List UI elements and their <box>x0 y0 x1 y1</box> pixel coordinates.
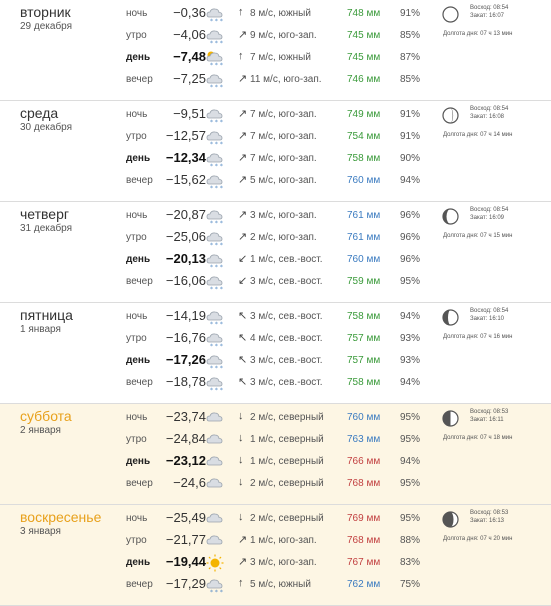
temperature: −0,36 <box>173 5 206 20</box>
cloud-snow-icon <box>205 273 225 291</box>
humidity: 96% <box>400 210 421 221</box>
humidity: 96% <box>400 232 421 243</box>
svg-text:* * *: * * * <box>210 387 223 392</box>
cloud-snow-icon <box>205 330 225 348</box>
moon-phase-icon <box>442 208 459 225</box>
period-label: день <box>126 355 151 366</box>
sunrise-time: Восход: 08:54 <box>470 5 509 11</box>
forecast-row <box>0 171 551 193</box>
day-length: Долгота дня: 07 ч 14 мин <box>443 132 513 138</box>
temperature: −25,49 <box>165 510 206 525</box>
humidity: 95% <box>400 513 421 524</box>
wind-direction-icon: ↓ <box>238 454 244 466</box>
period-label: утро <box>126 434 147 445</box>
day-date: 2 января <box>20 425 61 436</box>
pressure: 762 мм <box>347 579 381 590</box>
wind-direction-icon: ↗ <box>238 556 248 568</box>
cloud-snow-icon <box>205 251 225 269</box>
sunrise-time: Восход: 08:53 <box>470 409 509 415</box>
forecast-row <box>0 4 551 26</box>
pressure: 763 мм <box>347 434 381 445</box>
forecast-row <box>0 408 551 430</box>
forecast-row <box>0 575 551 597</box>
pressure: 768 мм <box>347 535 381 546</box>
svg-text:* * *: * * * <box>210 286 223 291</box>
wind-direction-icon: ↗ <box>238 209 248 221</box>
forecast-row <box>0 373 551 395</box>
temperature: −9,51 <box>173 106 206 121</box>
wind-direction-icon: ↗ <box>238 231 248 243</box>
wind-speed: 3 м/с, сев.-вост. <box>250 311 323 322</box>
wind-speed: 2 м/с, юго-зап. <box>250 232 317 243</box>
cloud-snow-icon <box>205 308 225 326</box>
wind-speed: 1 м/с, юго-зап. <box>250 535 317 546</box>
humidity: 88% <box>400 535 421 546</box>
wind-direction-icon: ↓ <box>238 511 244 523</box>
temperature: −25,06 <box>165 229 206 244</box>
wind-speed: 3 м/с, сев.-вост. <box>250 355 323 366</box>
forecast-row <box>0 452 551 474</box>
sunrise-time: Восход: 08:54 <box>470 106 509 112</box>
wind-direction-icon: ↑ <box>238 6 244 18</box>
wind-speed: 7 м/с, юго-зап. <box>250 131 317 142</box>
humidity: 95% <box>400 478 421 489</box>
temperature: −21,77 <box>165 532 206 547</box>
humidity: 90% <box>400 153 421 164</box>
period-label: ночь <box>126 8 148 19</box>
wind-direction-icon: ↓ <box>238 476 244 488</box>
cloud-snow-icon <box>205 374 225 392</box>
cloud-snow-icon <box>205 172 225 190</box>
cloud-snow-icon <box>205 229 225 247</box>
sunset-time: Закат: 16:10 <box>470 316 505 322</box>
humidity: 87% <box>400 52 421 63</box>
humidity: 83% <box>400 557 421 568</box>
period-label: ночь <box>126 210 148 221</box>
temperature: −20,13 <box>165 251 206 266</box>
pressure: 758 мм <box>347 153 381 164</box>
forecast-row <box>0 531 551 553</box>
pressure: 760 мм <box>347 175 381 186</box>
sunset-time: Закат: 16:07 <box>470 13 505 19</box>
forecast-row <box>0 329 551 351</box>
wind-direction-icon: ↓ <box>238 410 244 422</box>
period-label: утро <box>126 333 147 344</box>
day-length: Долгота дня: 07 ч 13 мин <box>443 31 513 37</box>
wind-speed: 9 м/с, юго-зап. <box>250 30 317 41</box>
svg-text:* * *: * * * <box>210 62 223 67</box>
forecast-row <box>0 48 551 70</box>
wind-speed: 2 м/с, северный <box>250 513 324 524</box>
sunset-time: Закат: 16:08 <box>470 114 505 120</box>
day-length: Долгота дня: 07 ч 16 мин <box>443 334 513 340</box>
forecast-row <box>0 272 551 294</box>
forecast-row <box>0 307 551 329</box>
pressure: 760 мм <box>347 412 381 423</box>
day-date: 29 декабря <box>20 21 73 32</box>
pressure: 745 мм <box>347 52 381 63</box>
forecast-row <box>0 430 551 452</box>
humidity: 91% <box>400 8 421 19</box>
pressure: 757 мм <box>347 355 381 366</box>
cloud-icon <box>205 510 225 528</box>
period-label: утро <box>126 232 147 243</box>
svg-text:* * *: * * * <box>210 220 223 225</box>
wind-direction-icon: ↗ <box>238 534 248 546</box>
period-label: утро <box>126 131 147 142</box>
temperature: −16,06 <box>165 273 206 288</box>
wind-speed: 3 м/с, юго-зап. <box>250 210 317 221</box>
day-name: суббота <box>20 408 72 424</box>
pressure: 767 мм <box>347 557 381 568</box>
sunset-time: Закат: 16:13 <box>470 518 505 524</box>
wind-speed: 1 м/с, северный <box>250 456 324 467</box>
period-label: день <box>126 153 151 164</box>
period-label: день <box>126 254 151 265</box>
temperature: −12,57 <box>165 128 206 143</box>
svg-text:* * *: * * * <box>210 163 223 168</box>
cloud-snow-icon <box>205 71 225 89</box>
period-label: ночь <box>126 513 148 524</box>
temperature: −23,12 <box>165 453 206 468</box>
period-label: утро <box>126 30 147 41</box>
svg-text:* * *: * * * <box>210 343 223 348</box>
period-label: вечер <box>126 175 153 186</box>
svg-text:* * *: * * * <box>210 321 223 326</box>
sun-times <box>470 206 508 222</box>
day-block <box>0 0 551 101</box>
wind-speed: 4 м/с, сев.-вост. <box>250 333 323 344</box>
wind-speed: 1 м/с, северный <box>250 434 324 445</box>
pressure: 758 мм <box>347 377 381 388</box>
humidity: 85% <box>400 30 421 41</box>
wind-direction-icon: ↑ <box>238 50 244 62</box>
cloud-snow-icon <box>205 5 225 23</box>
sunrise-time: Восход: 08:54 <box>470 207 509 213</box>
sunrise-time: Восход: 08:54 <box>470 308 509 314</box>
humidity: 94% <box>400 377 421 388</box>
sun-times <box>470 307 508 323</box>
pressure: 761 мм <box>347 210 381 221</box>
temperature: −17,29 <box>165 576 206 591</box>
cloud-icon <box>205 409 225 427</box>
pressure: 746 мм <box>347 74 381 85</box>
cloud-snow-icon <box>205 128 225 146</box>
forecast-row <box>0 553 551 575</box>
temperature: −19,44 <box>165 554 206 569</box>
pressure: 766 мм <box>347 456 381 467</box>
temperature: −24,6 <box>173 475 206 490</box>
cloud-snow-icon <box>205 207 225 225</box>
temperature: −4,06 <box>173 27 206 42</box>
wind-direction-icon: ↗ <box>238 152 248 164</box>
wind-speed: 3 м/с, сев.-вост. <box>250 377 323 388</box>
forecast-row <box>0 206 551 228</box>
pressure: 759 мм <box>347 276 381 287</box>
temperature: −7,48 <box>173 49 206 64</box>
partly-sunny-snow-icon <box>205 49 225 67</box>
temperature: −15,62 <box>165 172 206 187</box>
wind-speed: 2 м/с, северный <box>250 412 324 423</box>
day-block <box>0 202 551 303</box>
pressure: 749 мм <box>347 109 381 120</box>
cloud-icon <box>205 532 225 550</box>
day-length: Долгота дня: 07 ч 20 мин <box>443 536 513 542</box>
humidity: 94% <box>400 311 421 322</box>
humidity: 95% <box>400 276 421 287</box>
cloud-snow-icon <box>205 352 225 370</box>
humidity: 95% <box>400 412 421 423</box>
forecast-row <box>0 70 551 92</box>
pressure: 754 мм <box>347 131 381 142</box>
day-date: 1 января <box>20 324 61 335</box>
pressure: 745 мм <box>347 30 381 41</box>
day-length: Долгота дня: 07 ч 15 мин <box>443 233 513 239</box>
day-date: 3 января <box>20 526 61 537</box>
pressure: 769 мм <box>347 513 381 524</box>
humidity: 96% <box>400 254 421 265</box>
forecast-row <box>0 228 551 250</box>
forecast-row <box>0 351 551 373</box>
humidity: 91% <box>400 109 421 120</box>
day-date: 30 декабря <box>20 122 73 133</box>
forecast-row <box>0 509 551 531</box>
wind-direction-icon: ↓ <box>238 432 244 444</box>
period-label: ночь <box>126 109 148 120</box>
svg-text:* * *: * * * <box>210 18 223 23</box>
svg-text:* * *: * * * <box>210 119 223 124</box>
temperature: −18,78 <box>165 374 206 389</box>
wind-speed: 7 м/с, южный <box>250 52 311 63</box>
day-length: Долгота дня: 07 ч 18 мин <box>443 435 513 441</box>
svg-text:* * *: * * * <box>210 185 223 190</box>
svg-text:* * *: * * * <box>210 264 223 269</box>
period-label: утро <box>126 535 147 546</box>
sunset-time: Закат: 16:09 <box>470 215 505 221</box>
humidity: 93% <box>400 355 421 366</box>
wind-direction-icon: ↖ <box>238 376 248 388</box>
wind-direction-icon: ↗ <box>238 73 248 85</box>
svg-text:* * *: * * * <box>210 141 223 146</box>
period-label: вечер <box>126 478 153 489</box>
period-label: день <box>126 456 151 467</box>
svg-text:* * *: * * * <box>210 84 223 89</box>
wind-direction-icon: ↑ <box>238 577 244 589</box>
temperature: −23,74 <box>165 409 206 424</box>
cloud-snow-icon <box>205 150 225 168</box>
period-label: день <box>126 557 151 568</box>
cloud-snow-icon <box>205 27 225 45</box>
temperature: −20,87 <box>165 207 206 222</box>
temperature: −24,84 <box>165 431 206 446</box>
wind-direction-icon: ↖ <box>238 354 248 366</box>
forecast-row <box>0 149 551 171</box>
sunset-time: Закат: 16:11 <box>470 417 504 423</box>
pressure: 761 мм <box>347 232 381 243</box>
moon-phase-icon <box>442 6 459 23</box>
day-block <box>0 101 551 202</box>
period-label: ночь <box>126 311 148 322</box>
temperature: −16,76 <box>165 330 206 345</box>
period-label: вечер <box>126 74 153 85</box>
period-label: ночь <box>126 412 148 423</box>
humidity: 91% <box>400 131 421 142</box>
wind-speed: 7 м/с, юго-зап. <box>250 153 317 164</box>
forecast-row <box>0 26 551 48</box>
day-block <box>0 303 551 404</box>
forecast-row <box>0 474 551 496</box>
wind-speed: 3 м/с, сев.-вост. <box>250 276 323 287</box>
moon-phase-icon <box>442 511 459 528</box>
period-label: вечер <box>126 276 153 287</box>
moon-phase-icon <box>442 410 459 427</box>
wind-direction-icon: ↗ <box>238 108 248 120</box>
wind-speed: 11 м/с, юго-зап. <box>250 74 322 85</box>
moon-phase-icon <box>442 107 459 124</box>
temperature: −14,19 <box>165 308 206 323</box>
wind-direction-icon: ↖ <box>238 332 248 344</box>
wind-speed: 8 м/с, южный <box>250 8 311 19</box>
humidity: 95% <box>400 434 421 445</box>
humidity: 94% <box>400 175 421 186</box>
wind-speed: 1 м/с, сев.-вост. <box>250 254 323 265</box>
sun-times <box>470 105 508 121</box>
sun-times <box>470 408 508 424</box>
cloud-icon <box>205 475 225 493</box>
wind-speed: 2 м/с, северный <box>250 478 324 489</box>
wind-speed: 5 м/с, юго-зап. <box>250 175 317 186</box>
humidity: 85% <box>400 74 421 85</box>
wind-direction-icon: ↗ <box>238 174 248 186</box>
pressure: 757 мм <box>347 333 381 344</box>
wind-direction-icon: ↙ <box>238 275 248 287</box>
sun-icon <box>205 554 225 572</box>
cloud-icon <box>205 453 225 471</box>
pressure: 760 мм <box>347 254 381 265</box>
wind-direction-icon: ↖ <box>238 310 248 322</box>
pressure: 758 мм <box>347 311 381 322</box>
svg-text:* * *: * * * <box>210 242 223 247</box>
day-name: пятница <box>20 307 73 323</box>
sun-times <box>470 509 508 525</box>
wind-direction-icon: ↗ <box>238 29 248 41</box>
svg-text:* * *: * * * <box>210 589 223 594</box>
forecast-row <box>0 127 551 149</box>
humidity: 93% <box>400 333 421 344</box>
wind-speed: 5 м/с, южный <box>250 579 311 590</box>
temperature: −17,26 <box>165 352 206 367</box>
cloud-snow-icon <box>205 576 225 594</box>
forecast-row <box>0 250 551 272</box>
pressure: 768 мм <box>347 478 381 489</box>
day-name: вторник <box>20 4 71 20</box>
sunrise-time: Восход: 08:53 <box>470 510 509 516</box>
svg-text:* * *: * * * <box>210 40 223 45</box>
forecast-row <box>0 105 551 127</box>
day-date: 31 декабря <box>20 223 73 234</box>
sun-times <box>470 4 508 20</box>
temperature: −12,34 <box>165 150 206 165</box>
period-label: день <box>126 52 151 63</box>
cloud-snow-icon <box>205 106 225 124</box>
period-label: вечер <box>126 377 153 388</box>
wind-speed: 3 м/с, юго-зап. <box>250 557 317 568</box>
day-block <box>0 505 551 606</box>
moon-phase-icon <box>442 309 459 326</box>
day-name: четверг <box>20 206 69 222</box>
temperature: −7,25 <box>173 71 206 86</box>
humidity: 94% <box>400 456 421 467</box>
pressure: 748 мм <box>347 8 381 19</box>
wind-direction-icon: ↗ <box>238 130 248 142</box>
wind-speed: 7 м/с, юго-зап. <box>250 109 317 120</box>
day-block <box>0 404 551 505</box>
period-label: вечер <box>126 579 153 590</box>
day-name: среда <box>20 105 59 121</box>
humidity: 75% <box>400 579 421 590</box>
day-name: воскресенье <box>20 509 102 525</box>
svg-text:* * *: * * * <box>210 365 223 370</box>
cloud-icon <box>205 431 225 449</box>
wind-direction-icon: ↙ <box>238 253 248 265</box>
